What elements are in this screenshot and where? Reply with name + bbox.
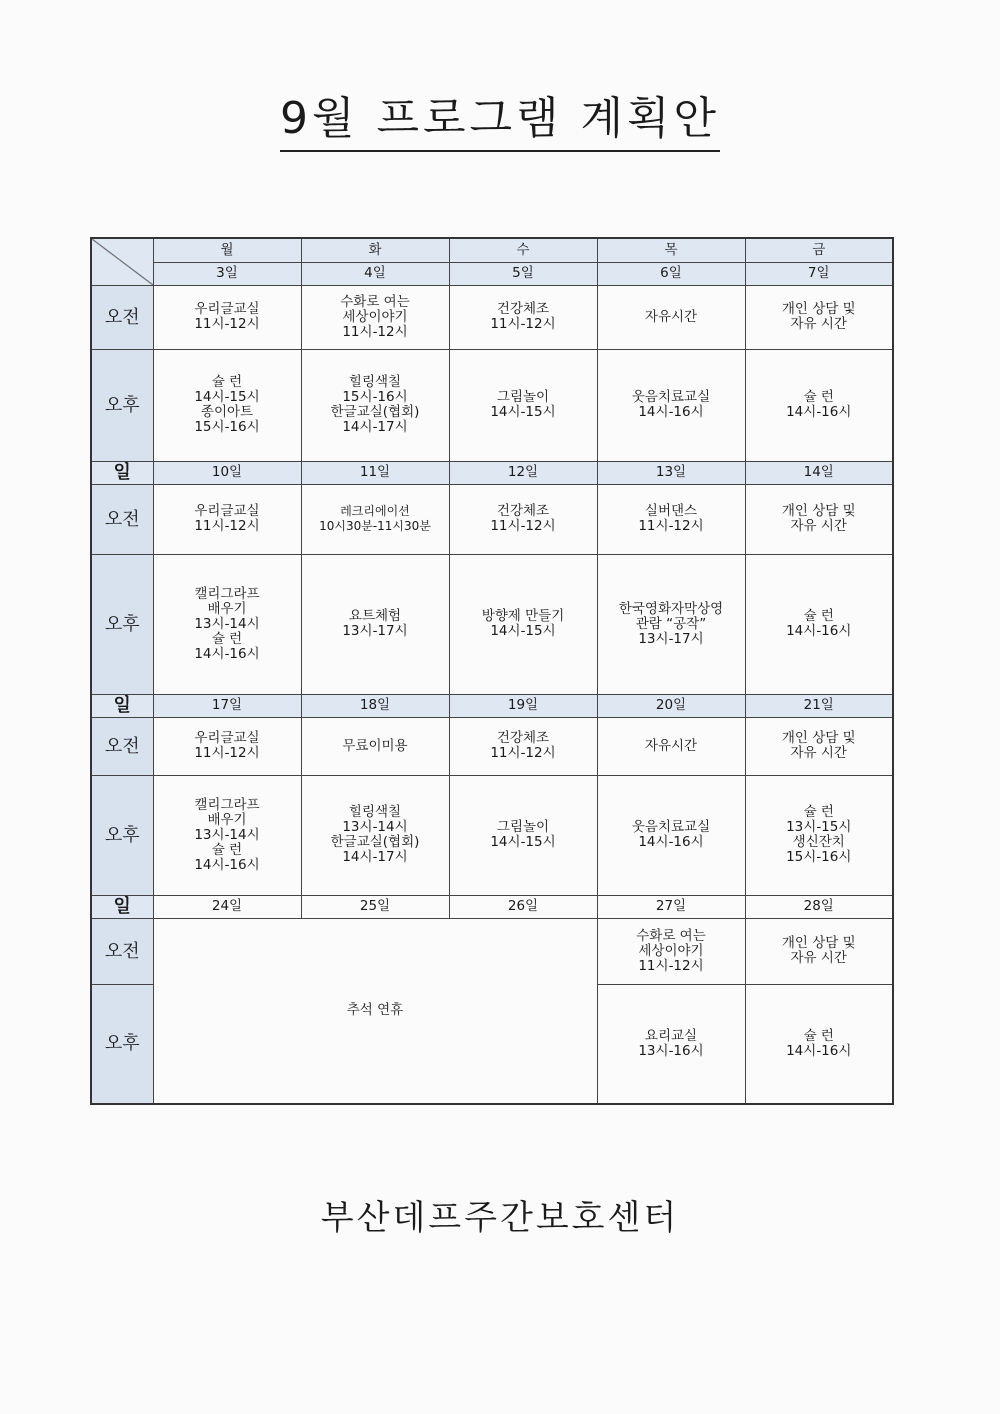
schedule-line: 자유 시간 (790, 745, 847, 761)
schedule-line: 자유 시간 (790, 950, 847, 966)
schedule-line: 자유시간 (644, 737, 698, 754)
pm-row (91, 775, 893, 895)
schedule-line: 개인 상담 및 (781, 935, 856, 951)
schedule-line: 14시-16시 (194, 645, 260, 662)
schedule-line: 15시-16시 (342, 389, 408, 405)
pm-label: 오후 (91, 554, 153, 694)
schedule-line: 캘리그라프 (194, 585, 260, 602)
date-row (91, 895, 893, 918)
schedule-line: 배우기 (207, 811, 247, 828)
schedule-cell (153, 349, 301, 461)
schedule-line: 배우기 (207, 600, 247, 617)
schedule-line: 수화로 여는 (636, 927, 706, 944)
schedule-line: 11시-12시 (342, 323, 408, 340)
schedule-line: 14시-16시 (786, 623, 852, 639)
schedule-line: 건강체조 (496, 730, 550, 746)
date-cell: 7일 (745, 262, 893, 285)
date-cell: 11일 (301, 461, 449, 484)
date-cell: 20일 (597, 694, 745, 717)
am-row (91, 484, 893, 554)
schedule-cell (745, 554, 893, 694)
schedule-line: 15시-16시 (194, 419, 260, 435)
schedule-cell (745, 775, 893, 895)
schedule-cell (153, 717, 301, 775)
day-label: 일 (91, 895, 153, 918)
schedule-line: 15시-16시 (786, 849, 852, 865)
schedule-line: 11시-12시 (194, 316, 260, 332)
schedule-line: 한글교실(협회) (330, 834, 420, 850)
schedule-cell (745, 717, 893, 775)
schedule-line: 14시-15시 (490, 834, 556, 850)
schedule-line: 11시-12시 (194, 745, 260, 761)
center-name: 부산데프주간보호센터 (320, 1198, 680, 1238)
schedule-line: 14시-15시 (490, 404, 556, 420)
date-cell: 28일 (745, 895, 893, 918)
schedule-cell (153, 285, 301, 349)
schedule-line: 생신잔치 (792, 834, 845, 850)
schedule-cell (153, 554, 301, 694)
schedule-line: 관람 “공작” (635, 615, 707, 632)
schedule-cell (745, 349, 893, 461)
date-cell: 3일 (153, 262, 301, 285)
date-cell: 26일 (449, 895, 597, 918)
schedule-cell (597, 984, 745, 1104)
schedule-cell (597, 285, 745, 349)
pm-row (91, 349, 893, 461)
schedule-line: 세상이야기 (638, 942, 704, 959)
schedule-line: 11시-12시 (490, 316, 556, 332)
schedule-cell (301, 285, 449, 349)
date-cell: 19일 (449, 694, 597, 717)
schedule-line: 웃음치료교실 (631, 819, 711, 835)
schedule-line: 건강체조 (496, 301, 550, 317)
date-cell: 27일 (597, 895, 745, 918)
schedule-cell (745, 484, 893, 554)
schedule-line: 자유 시간 (790, 316, 847, 332)
schedule-cell (597, 484, 745, 554)
date-cell: 5일 (449, 262, 597, 285)
date-cell: 14일 (745, 461, 893, 484)
day-label: 일 (91, 461, 153, 484)
schedule-line: 13시-17시 (342, 623, 408, 639)
schedule-line: 13시-17시 (638, 630, 704, 647)
schedule-line: 종이아트 (200, 404, 254, 420)
day-label: 일 (91, 694, 153, 717)
schedule-table (90, 237, 894, 1105)
schedule-line: 세상이야기 (342, 308, 408, 325)
schedule-line: 슐 런 (211, 841, 243, 858)
schedule-line: 자유시간 (644, 308, 698, 325)
schedule-cell (301, 775, 449, 895)
schedule-cell (449, 554, 597, 694)
am-label: 오전 (91, 285, 153, 349)
am-label: 오전 (91, 484, 153, 554)
schedule-cell (449, 717, 597, 775)
schedule-cell (301, 717, 449, 775)
schedule-line: 14시-16시 (194, 856, 260, 873)
schedule-line: 14시-16시 (638, 834, 704, 850)
am-row (91, 918, 893, 984)
schedule-line: 캘리그라프 (194, 796, 260, 813)
page-title (0, 82, 1000, 152)
schedule-line: 실버댄스 (644, 503, 698, 519)
schedule-cell (449, 349, 597, 461)
schedule-line: 요트체험 (348, 608, 402, 624)
schedule-line: 웃음치료교실 (631, 389, 711, 405)
weekday-header: 화 (301, 238, 449, 262)
schedule-line: 그림놀이 (496, 819, 550, 835)
date-cell: 6일 (597, 262, 745, 285)
schedule-line: 14시-17시 (342, 849, 408, 865)
schedule-line: 우리글교실 (194, 730, 260, 746)
schedule-line: 힐링색칠 (348, 804, 402, 820)
date-cell: 25일 (301, 895, 449, 918)
schedule-line: 11시-12시 (490, 518, 556, 534)
schedule-line: 슐 런 (803, 804, 834, 820)
weekday-header: 금 (745, 238, 893, 262)
schedule-line: 방향제 만들기 (481, 608, 565, 624)
schedule-line: 개인 상담 및 (781, 730, 856, 746)
schedule-line: 힐링색칠 (348, 374, 402, 390)
date-cell: 17일 (153, 694, 301, 717)
schedule-line: 건강체조 (496, 503, 550, 519)
pm-label: 오후 (91, 984, 153, 1104)
schedule-line: 11시-12시 (194, 518, 260, 534)
schedule-cell (449, 775, 597, 895)
schedule-line: 13시-16시 (638, 1042, 704, 1059)
schedule-line: 14시-16시 (786, 404, 852, 420)
schedule-cell (301, 484, 449, 554)
schedule-line: 13시-15시 (786, 819, 852, 835)
date-cell: 4일 (301, 262, 449, 285)
schedule-line: 그림놀이 (496, 389, 550, 405)
weekday-row (91, 238, 893, 262)
schedule-cell (745, 285, 893, 349)
title-text: 9월 프로그램 계획안 (280, 82, 720, 152)
schedule-line: 슐 런 (211, 374, 243, 390)
schedule-cell (301, 349, 449, 461)
schedule-line: 슐 런 (803, 389, 834, 405)
date-cell: 18일 (301, 694, 449, 717)
weekday-header: 월 (153, 238, 301, 262)
schedule-line: 한국영화자막상영 (618, 600, 724, 617)
schedule-line: 슐 런 (803, 1027, 834, 1044)
am-row (91, 285, 893, 349)
schedule-line: 무료이미용 (342, 737, 408, 754)
schedule-line: 슐 런 (211, 630, 243, 647)
schedule-cell (745, 984, 893, 1104)
pm-label: 오후 (91, 349, 153, 461)
weekday-header: 목 (597, 238, 745, 262)
date-row (91, 262, 893, 285)
corner-cell (91, 238, 153, 285)
schedule-line: 우리글교실 (194, 301, 260, 317)
schedule-line: 자유 시간 (790, 518, 847, 534)
schedule-cell (597, 349, 745, 461)
schedule-cell (597, 775, 745, 895)
schedule-line: 14시-15시 (490, 623, 556, 639)
schedule-line: 14시-16시 (786, 1042, 852, 1059)
schedule-cell (449, 484, 597, 554)
weekday-header: 수 (449, 238, 597, 262)
schedule-line: 11시-12시 (490, 745, 556, 761)
date-cell: 10일 (153, 461, 301, 484)
date-cell: 12일 (449, 461, 597, 484)
schedule-cell (597, 918, 745, 984)
schedule-cell (153, 775, 301, 895)
date-cell: 13일 (597, 461, 745, 484)
schedule-line: 13시-14시 (194, 615, 260, 632)
schedule-line: 11시-12시 (638, 518, 704, 534)
schedule-cell (597, 717, 745, 775)
schedule-line: 13시-14시 (342, 819, 408, 835)
schedule-line: 슐 런 (803, 608, 834, 624)
schedule-cell (597, 554, 745, 694)
pm-label: 오후 (91, 775, 153, 895)
schedule-line: 11시-12시 (638, 957, 704, 974)
schedule-line: 레크리에이션 (340, 504, 410, 518)
schedule-line: 한글교실(협회) (330, 404, 420, 420)
am-row (91, 717, 893, 775)
schedule-line: 10시30분-11시30분 (319, 519, 431, 533)
holiday-cell: 추석 연휴 (153, 918, 597, 1104)
date-cell: 21일 (745, 694, 893, 717)
schedule-line: 요리교실 (644, 1027, 698, 1044)
date-row (91, 694, 893, 717)
schedule-cell (301, 554, 449, 694)
am-label: 오전 (91, 717, 153, 775)
schedule-line: 14시-16시 (638, 404, 704, 420)
schedule-line: 수화로 여는 (340, 293, 410, 310)
pm-row (91, 554, 893, 694)
schedule-line: 우리글교실 (194, 503, 260, 519)
schedule-line: 14시-15시 (194, 389, 260, 405)
am-label: 오전 (91, 918, 153, 984)
date-cell: 24일 (153, 895, 301, 918)
schedule-cell (745, 918, 893, 984)
schedule-line: 13시-14시 (194, 826, 260, 843)
schedule-cell (449, 285, 597, 349)
schedule-line: 개인 상담 및 (781, 301, 856, 317)
date-row (91, 461, 893, 484)
schedule-cell (153, 484, 301, 554)
schedule-line: 14시-17시 (342, 419, 408, 435)
schedule-line: 개인 상담 및 (781, 503, 856, 519)
